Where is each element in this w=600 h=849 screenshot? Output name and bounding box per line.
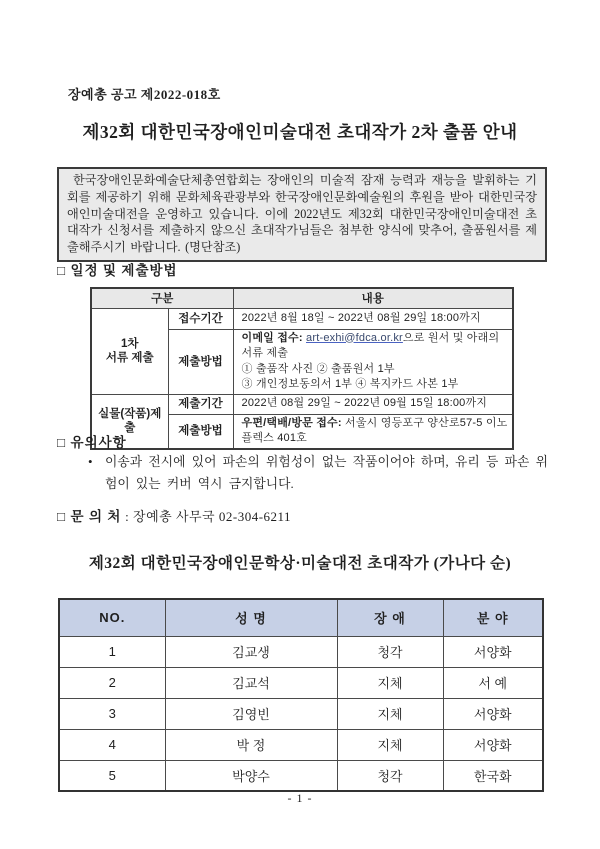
- method-line-email: [242, 331, 509, 362]
- work-method-address: 서울시 영등포구 양산로57-5 이노플렉스 401호: [241, 416, 508, 444]
- artist-no: 1: [59, 636, 165, 667]
- method-items-line2: ③ 개인정보동의서 1부 ④ 복지카드 사본 1부: [241, 378, 459, 390]
- method-items-line1: ① 출품작 사진 ② 출품원서 1부: [241, 362, 395, 375]
- table-row: [59, 636, 543, 667]
- column-header-disability: 장 애: [337, 599, 443, 636]
- intro-text: 한국장애인문화예술단체총연합회는 장애인의 미술적 잠재 능력과 재능을 발휘하는 기회를 제공하기 위해 문화체육관광부와 한국장애인문화예술원의 후원을 받아 대한민국장애인미술대전을 운영하고 있습니다. 이에 2022년도 제32회 대한민국장애인미술대전 초대작가 신청서를 제출하지 않으신 초대작가님들은 첨부한 양식에 맞추어, 출품원서를 제출해주시기 바랍니다. (명단참조): [67, 173, 537, 255]
- notes-bullet-item: [88, 451, 548, 495]
- column-header-no: NO.: [59, 599, 165, 636]
- table-row: [91, 308, 513, 329]
- work-period-value: 2022년 08월 29일 ~ 2022년 09월 15일 18:00까지: [233, 394, 513, 414]
- group-label-line2: 서류 제출: [105, 352, 154, 364]
- table-row: [59, 760, 543, 791]
- email-link[interactable]: art-exhi@fdca.or.kr: [306, 331, 403, 344]
- artists-table: [58, 598, 544, 792]
- contact-heading: □ 문 의 처: [57, 509, 122, 524]
- table-row: [59, 729, 543, 760]
- artist-no: 5: [59, 760, 165, 791]
- doc-method-label: 제출방법: [168, 329, 233, 394]
- bullet-icon: •: [88, 454, 93, 469]
- doc-period-label: 접수기간: [168, 308, 233, 329]
- artist-name: 김교생: [165, 636, 337, 667]
- artists-list-title: 제32회 대한민국장애인문학상·미술대전 초대작가 (가나다 순): [88, 555, 512, 572]
- email-suffix: 으로 원서 및 아래의 서류 제출: [241, 331, 500, 359]
- artist-disability: 지체: [337, 698, 443, 729]
- doc-submission-group-label: [91, 308, 168, 394]
- artist-name: 김영빈: [165, 698, 337, 729]
- group-label-line1: 1차: [120, 338, 139, 350]
- work-method-label: 제출방법: [168, 414, 233, 449]
- artist-field: 서양화: [443, 698, 543, 729]
- artist-disability: 지체: [337, 667, 443, 698]
- artist-disability: 지체: [337, 729, 443, 760]
- doc-period-value: 2022년 8월 18일 ~ 2022년 08월 29일 18:00까지: [233, 308, 513, 329]
- artist-no: 2: [59, 667, 165, 698]
- artist-no: 3: [59, 698, 165, 729]
- notice-number: 장예총 공고 제2022-018호: [68, 87, 221, 102]
- doc-method-value: [233, 329, 513, 394]
- schedule-header-category: 구분: [91, 288, 233, 308]
- intro-box: [57, 167, 547, 262]
- schedule-table-header-row: [91, 288, 513, 308]
- table-row: [59, 667, 543, 698]
- artist-field: 한국화: [443, 760, 543, 791]
- schedule-header-content: 내용: [233, 288, 513, 308]
- artist-name: 김교석: [165, 667, 337, 698]
- notes-bullet-text: 이송과 전시에 있어 파손의 위험성이 없는 작품이어야 하며, 유리 등 파손 위험이 있는 커버 역시 금지합니다.: [105, 455, 548, 491]
- artist-disability: 청각: [337, 636, 443, 667]
- artist-field: 서양화: [443, 636, 543, 667]
- artist-disability: 청각: [337, 760, 443, 791]
- schedule-section-heading: □ 일정 및 제출방법: [57, 263, 178, 278]
- column-header-field: 분 야: [443, 599, 543, 636]
- email-prefix: 이메일 접수:: [241, 331, 307, 344]
- notes-section-heading: □ 유의사항: [57, 435, 127, 450]
- artist-name: 박 정: [165, 729, 337, 760]
- artist-name: 박양수: [165, 760, 337, 791]
- artist-field: 서양화: [443, 729, 543, 760]
- artist-field: 서 예: [443, 667, 543, 698]
- page-number: - 1 -: [287, 791, 313, 805]
- work-method-prefix: 우편/택배/방문 접수:: [241, 416, 342, 429]
- table-row: [91, 394, 513, 414]
- document-title: 제32회 대한민국장애인미술대전 초대작가 2차 출품 안내: [82, 122, 518, 142]
- table-row: [59, 698, 543, 729]
- schedule-table: [90, 287, 514, 450]
- contact-value: : 장예총 사무국 02-304-6211: [121, 509, 292, 524]
- work-method-value: [233, 414, 513, 449]
- contact-section: [57, 505, 291, 525]
- work-submission-group-label: 실물(작품)제출: [91, 394, 168, 449]
- work-period-label: 제출기간: [168, 394, 233, 414]
- artists-table-header-row: [59, 599, 543, 636]
- column-header-name: 성 명: [165, 599, 337, 636]
- artist-no: 4: [59, 729, 165, 760]
